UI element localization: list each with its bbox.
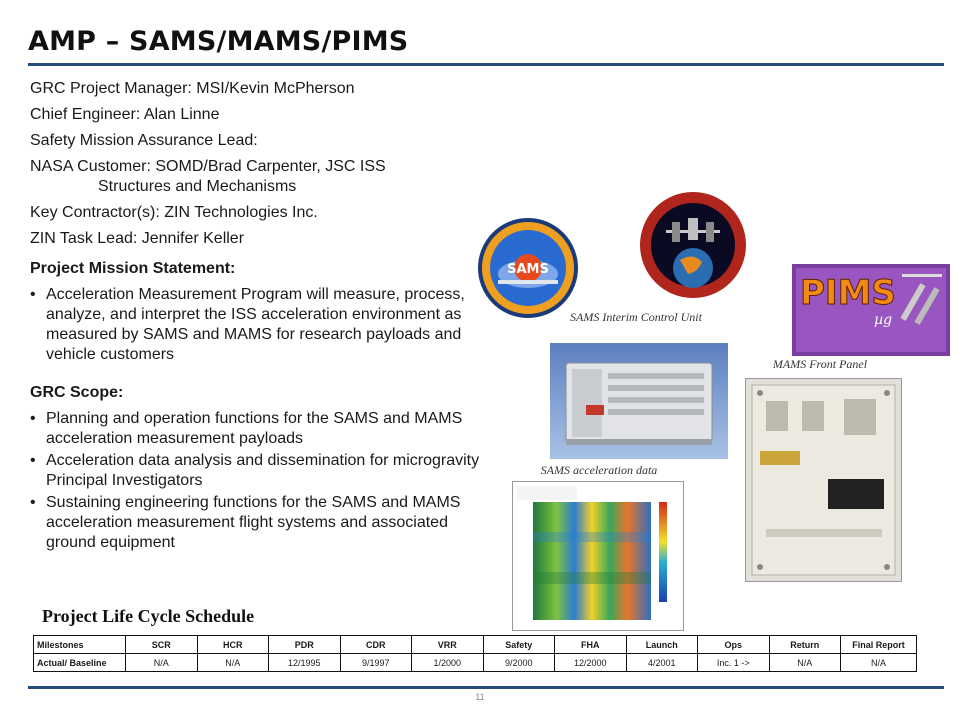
mams-patch-image <box>638 190 748 300</box>
footer-divider <box>28 686 944 689</box>
scope-bullet: • Planning and operation functions for the SAMS and MAMS acceleration measurement payloads <box>30 409 490 449</box>
sams-patch-image <box>478 218 578 318</box>
mams-caption: MAMS Front Panel <box>772 357 868 371</box>
key-contractor: Key Contractor(s): ZIN Technologies Inc. <box>30 204 318 221</box>
project-info <box>30 79 490 555</box>
page-number: 11 <box>475 692 485 702</box>
pims-logo-image <box>792 264 950 356</box>
schedule-header-row <box>34 636 917 654</box>
mission-bullet: • Acceleration Measurement Program will measure, process, analyze, and interpret the ISS acceleration environment as measured by SAMS and MAMS for research payloads and vehicle customers <box>30 285 490 365</box>
table-cell: N/A <box>769 654 841 672</box>
scope-bullet: • Acceleration data analysis and dissemination for microgravity Principal Investigators <box>30 451 490 491</box>
scope-list <box>30 409 490 553</box>
mission-list <box>30 285 490 365</box>
table-cell: 12/1995 <box>269 654 341 672</box>
col-header: Final Report <box>841 636 917 654</box>
col-header: Return <box>769 636 841 654</box>
table-row <box>34 654 917 672</box>
table-cell: N/A <box>126 654 198 672</box>
schedule-title: Project Life Cycle Schedule <box>42 606 255 626</box>
table-cell: Actual/ Baseline <box>34 654 126 672</box>
sams-unit-caption: SAMS Interim Control Unit <box>570 310 702 324</box>
col-header: SCR <box>126 636 198 654</box>
title-divider <box>28 63 944 66</box>
schedule-table <box>33 635 917 672</box>
table-cell: 9/1997 <box>340 654 412 672</box>
nasa-customer <box>30 157 490 197</box>
table-cell: 9/2000 <box>483 654 555 672</box>
mission-heading: Project Mission Statement: <box>30 260 236 277</box>
col-header: VRR <box>412 636 484 654</box>
col-header: Safety <box>483 636 555 654</box>
col-header: PDR <box>269 636 341 654</box>
col-header: Ops <box>698 636 770 654</box>
sams-patch-text: SAMS <box>507 262 549 277</box>
sams-unit-image <box>550 343 728 459</box>
table-cell: 4/2001 <box>626 654 698 672</box>
chief-engineer: Chief Engineer: Alan Linne <box>30 106 220 123</box>
mams-panel-image <box>745 378 902 582</box>
col-header: HCR <box>197 636 269 654</box>
pims-logo-sub: µg <box>874 312 893 328</box>
nasa-customer-line2: Structures and Mechanisms <box>98 178 297 195</box>
table-cell: N/A <box>841 654 917 672</box>
safety-lead: Safety Mission Assurance Lead: <box>30 132 258 149</box>
table-cell: 12/2000 <box>555 654 627 672</box>
col-header: CDR <box>340 636 412 654</box>
nasa-customer-line1: NASA Customer: SOMD/Brad Carpenter, JSC ISS <box>30 158 386 175</box>
task-lead: ZIN Task Lead: Jennifer Keller <box>30 230 245 247</box>
col-header: FHA <box>555 636 627 654</box>
scope-bullet: • Sustaining engineering functions for the SAMS and MAMS acceleration measurement flight systems and associated ground equipment <box>30 493 490 553</box>
scope-heading: GRC Scope: <box>30 384 124 401</box>
data-caption: SAMS acceleration data <box>540 463 658 477</box>
pims-logo-text: PIMS <box>800 273 896 313</box>
table-cell: Inc. 1 -> <box>698 654 770 672</box>
page-title: AMP – SAMS/MAMS/PIMS <box>28 26 409 57</box>
col-header: Milestones <box>34 636 126 654</box>
project-manager: GRC Project Manager: MSI/Kevin McPherson <box>30 80 355 97</box>
sams-data-image <box>512 481 684 631</box>
table-cell: 1/2000 <box>412 654 484 672</box>
table-cell: N/A <box>197 654 269 672</box>
col-header: Launch <box>626 636 698 654</box>
